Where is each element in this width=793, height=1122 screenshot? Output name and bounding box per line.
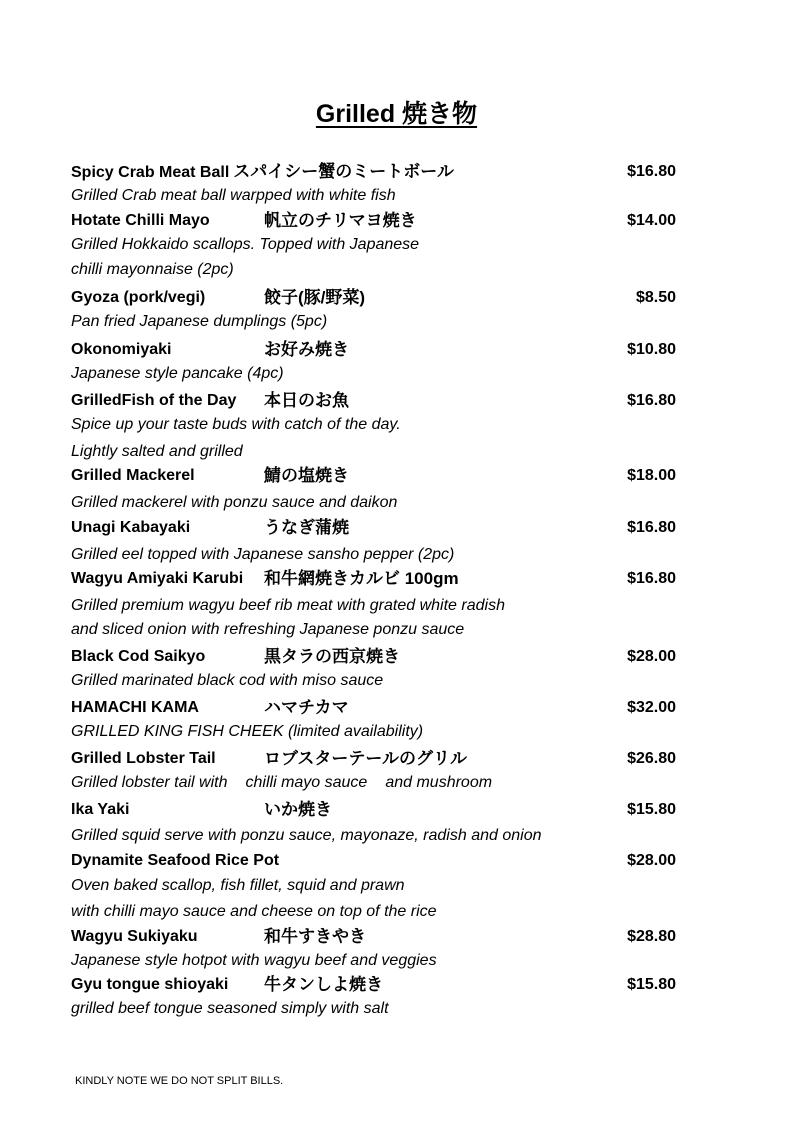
menu-item bbox=[71, 567, 676, 638]
menu-item-price: $26.80 bbox=[627, 750, 676, 767]
menu-item bbox=[71, 160, 676, 204]
menu-item-header bbox=[71, 389, 676, 413]
menu-item-price: $16.80 bbox=[627, 163, 676, 180]
menu-item-header bbox=[71, 160, 676, 184]
menu-item-description: Spice up your taste buds with catch of the day. bbox=[71, 416, 401, 433]
menu-item-japanese-name: 鯖の塩焼き bbox=[264, 466, 349, 485]
menu-item-price: $32.00 bbox=[627, 699, 676, 716]
menu-item-name: Ika Yaki bbox=[71, 801, 130, 818]
menu-item-description-part: and mushroom bbox=[385, 774, 493, 791]
menu-item-japanese-name: お好み焼き bbox=[264, 340, 349, 359]
menu-item-description: Japanese style hotpot with wagyu beef and veggies bbox=[71, 952, 437, 969]
menu-item-name: Grilled Lobster Tail bbox=[71, 750, 216, 767]
menu-item-description: Oven baked scallop, fish fillet, squid and prawn bbox=[71, 877, 405, 894]
menu-item bbox=[71, 645, 676, 689]
menu-item-name: Dynamite Seafood Rice Pot bbox=[71, 852, 280, 869]
menu-item-price: $16.80 bbox=[627, 392, 676, 409]
menu-item bbox=[71, 516, 676, 563]
menu-item-description: Grilled premium wagyu beef rib meat with grated white radish bbox=[71, 597, 505, 614]
menu-item-description: Grilled squid serve with ponzu sauce, mayonaze, radish and onion bbox=[71, 827, 542, 844]
menu-item-japanese-name: 帆立のチリマヨ焼き bbox=[264, 211, 417, 230]
menu-item-description: Pan fried Japanese dumplings (5pc) bbox=[71, 313, 328, 330]
menu-item-japanese-name: スパイシー蟹のミートボール bbox=[233, 162, 454, 181]
menu-item-description: Grilled Crab meat ball warpped with white fish bbox=[71, 187, 396, 204]
menu-item-name: Grilled Mackerel bbox=[71, 467, 195, 484]
menu-item-price: $16.80 bbox=[627, 519, 676, 536]
menu-item-header bbox=[71, 516, 676, 540]
menu-item-name: Spicy Crab Meat Ball スパイシー蟹のミートボール bbox=[71, 162, 454, 181]
menu-item-name: HAMACHI KAMA bbox=[71, 699, 199, 716]
menu-item-description: and sliced onion with refreshing Japanese ponzu sauce bbox=[71, 621, 465, 638]
menu-item-description: Japanese style pancake (4pc) bbox=[71, 365, 284, 382]
menu-item-price: $28.80 bbox=[627, 928, 676, 945]
menu-item-header bbox=[71, 747, 676, 771]
menu-item-description: GRILLED KING FISH CHEEK (limited availability) bbox=[71, 723, 424, 740]
menu-item-description: Grilled marinated black cod with miso sauce bbox=[71, 672, 384, 689]
menu-item-japanese-name: ハマチカマ bbox=[264, 698, 349, 717]
menu-item-header bbox=[71, 973, 676, 997]
menu-item-header bbox=[71, 464, 676, 488]
menu-item bbox=[71, 464, 676, 511]
menu-item-name: Unagi Kabayaki bbox=[71, 519, 191, 536]
menu-item-description-part: chilli mayo sauce bbox=[245, 774, 368, 791]
menu-item-japanese-name: 本日のお魚 bbox=[264, 391, 349, 410]
menu-item-japanese-name: いか焼き bbox=[264, 800, 332, 819]
menu-item-name: Gyu tongue shioyaki bbox=[71, 976, 229, 993]
menu-item-price: $16.80 bbox=[627, 570, 676, 587]
menu-item-header bbox=[71, 798, 676, 822]
menu-item-name: Gyoza (pork/vegi) bbox=[71, 289, 206, 306]
menu-item-description: Lightly salted and grilled bbox=[71, 443, 243, 460]
menu-item-japanese-name: 餃子(豚/野菜) bbox=[264, 288, 366, 307]
menu-item-description: Grilled eel topped with Japanese sansho pepper (2pc) bbox=[71, 546, 455, 563]
menu-item-header bbox=[71, 849, 676, 873]
menu-item-price: $15.80 bbox=[627, 976, 676, 993]
menu-item-description: Grilled Hokkaido scallops. Topped with Japanese bbox=[71, 236, 420, 253]
menu-item-name: Black Cod Saikyo bbox=[71, 648, 206, 665]
menu-item-name: Wagyu Sukiyaku bbox=[71, 928, 198, 945]
menu-item-price: $14.00 bbox=[627, 212, 676, 229]
menu-item bbox=[71, 973, 676, 1017]
menu-item bbox=[71, 389, 676, 460]
menu-item-japanese-name: 和牛すきやき bbox=[264, 927, 366, 946]
menu-item bbox=[71, 747, 676, 791]
menu-item-header bbox=[71, 338, 676, 362]
menu-item-price: $18.00 bbox=[627, 467, 676, 484]
menu-item-name: GrilledFish of the Day bbox=[71, 392, 237, 409]
menu-item-name: Hotate Chilli Mayo bbox=[71, 212, 210, 229]
menu-item-description: chilli mayonnaise (2pc) bbox=[71, 261, 234, 278]
menu-item bbox=[71, 286, 676, 330]
menu-item-header bbox=[71, 286, 676, 310]
menu-item-price: $8.50 bbox=[635, 289, 676, 306]
menu-item-header bbox=[71, 925, 676, 949]
menu-item-description: with chilli mayo sauce and cheese on top of the rice bbox=[71, 903, 437, 920]
menu-item-description: Grilled mackerel with ponzu sauce and daikon bbox=[71, 494, 398, 511]
page-title bbox=[0, 94, 793, 130]
menu-item-name: Okonomiyaki bbox=[71, 341, 172, 358]
menu-item-japanese-name: 牛タンしよ焼き bbox=[264, 975, 383, 994]
menu-item-header bbox=[71, 567, 676, 591]
menu-item-japanese-name: ロブスターテールのグリル bbox=[264, 749, 467, 768]
menu-item-header bbox=[71, 645, 676, 669]
menu-item-price: $15.80 bbox=[627, 801, 676, 818]
menu-item-japanese-name: 和牛網焼きカルビ 100gm bbox=[264, 569, 459, 588]
menu-item-name: Wagyu Amiyaki Karubi bbox=[71, 570, 244, 587]
menu-item-header bbox=[71, 209, 676, 233]
menu-item-japanese-name: うなぎ蒲焼 bbox=[264, 518, 349, 537]
page-title-text: Grilled 焼き物 bbox=[315, 100, 478, 128]
menu-item-price: $28.00 bbox=[627, 648, 676, 665]
menu-item bbox=[71, 209, 676, 278]
menu-item-price: $10.80 bbox=[627, 341, 676, 358]
menu-item-japanese-name: 黒タラの西京焼き bbox=[264, 647, 400, 666]
menu-item bbox=[71, 696, 676, 740]
footer-note: KINDLY NOTE WE DO NOT SPLIT BILLS. bbox=[75, 1075, 284, 1087]
menu-item bbox=[71, 338, 676, 382]
menu-item bbox=[71, 798, 676, 844]
menu-item-description-part: Grilled lobster tail with bbox=[71, 774, 228, 791]
menu-item bbox=[71, 925, 676, 969]
menu-item bbox=[71, 849, 676, 920]
menu-item-header bbox=[71, 696, 676, 720]
menu-item-price: $28.00 bbox=[627, 852, 676, 869]
menu-item-description bbox=[71, 771, 492, 795]
menu-item-description: grilled beef tongue seasoned simply with salt bbox=[71, 1000, 389, 1017]
